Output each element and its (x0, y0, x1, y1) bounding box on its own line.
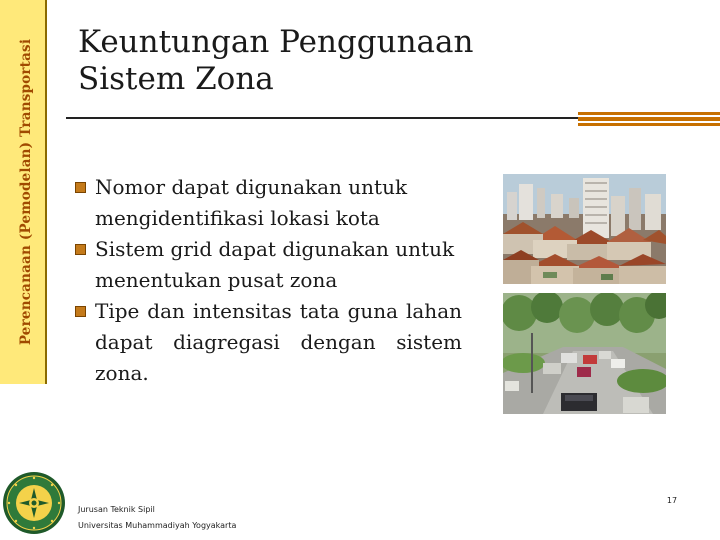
university-seal-logo (2, 470, 66, 536)
city-skyline-photo (503, 174, 666, 284)
bullet-text: Nomor dapat digunakan untuk mengidentifikasi lokasi kota (95, 175, 408, 230)
bullet-square-icon (75, 306, 86, 317)
slide-title-line-1: Keuntungan Penggunaan (78, 24, 474, 60)
slide-title-line-2: Sistem Zona (78, 61, 274, 97)
bullet-item (74, 234, 462, 296)
bullet-text: Tipe dan intensitas tata guna lahan dapat diagregasi dengan sistem zona. (95, 299, 462, 385)
footer-department: Jurusan Teknik Sipil (78, 505, 155, 514)
bullet-square-icon (75, 244, 86, 255)
bullet-item (74, 172, 462, 234)
bullet-item (74, 296, 462, 389)
title-accent-stripes (578, 112, 720, 126)
footer (78, 502, 236, 534)
footer-university: Universitas Muhammadiyah Yogyakarta (78, 521, 237, 530)
slide-title (78, 24, 548, 98)
side-vertical-title: Perencanaan (Pemodelan) Transportasi (18, 38, 34, 346)
bullet-list (74, 172, 462, 389)
bullet-text: Sistem grid dapat digunakan untuk menentukan pusat zona (95, 237, 455, 292)
street-traffic-photo (503, 293, 666, 414)
page-number: 17 (666, 496, 678, 505)
bullet-square-icon (75, 182, 86, 193)
